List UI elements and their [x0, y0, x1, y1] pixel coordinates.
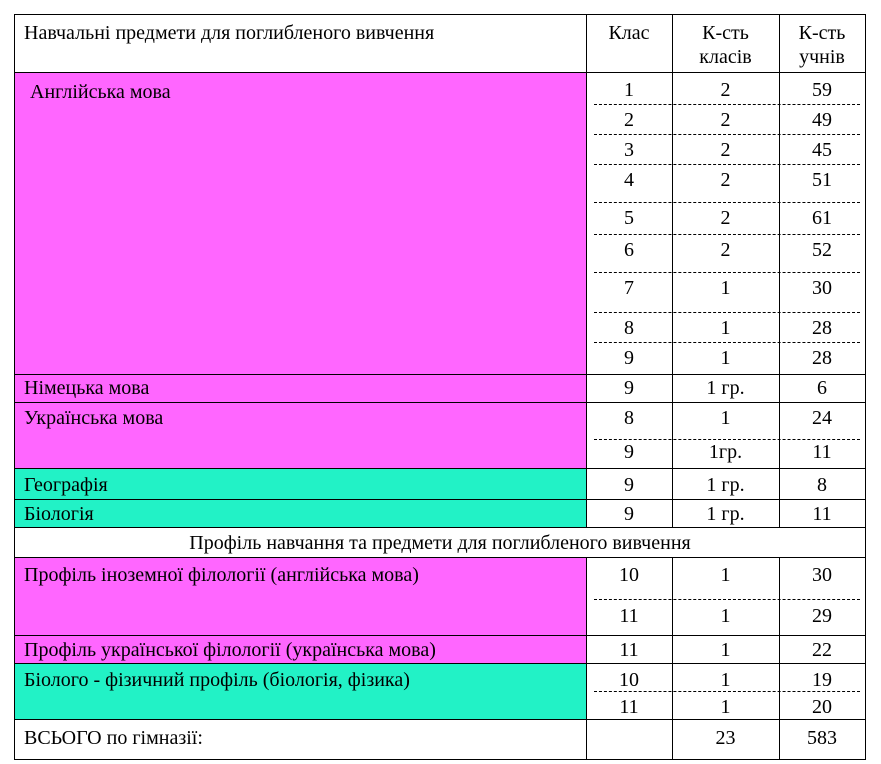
english-classes-3: 2	[720, 169, 731, 191]
foreign-grade-0: 10	[619, 564, 639, 586]
bio-phys-grade-0: 10	[619, 669, 639, 691]
biology-classes: 1 гр.	[706, 503, 745, 525]
english-grade-7: 8	[624, 317, 634, 339]
english-classes-4: 2	[720, 207, 731, 229]
header-class: Клас	[608, 22, 650, 44]
german-classes: 1 гр.	[706, 377, 745, 399]
english-grade-6: 7	[624, 277, 634, 299]
bio-phys-students-0: 19	[812, 669, 832, 691]
geography-grade: 9	[624, 474, 634, 496]
foreign-students-0: 30	[812, 564, 832, 586]
english-students-0: 59	[812, 79, 832, 101]
header-subjects: Навчальні предмети для поглибленого вивчення	[24, 22, 435, 44]
english-bg	[14, 72, 586, 374]
bio-phys-students-1: 20	[812, 696, 832, 718]
ukr-philology-students: 22	[812, 639, 832, 661]
foreign-students-1: 29	[812, 605, 832, 627]
german-grade: 9	[624, 377, 634, 399]
total-students: 583	[807, 727, 837, 749]
subject-foreign-philology: Профіль іноземної філології (англійська мова)	[24, 564, 419, 586]
enrollment-table	[14, 14, 866, 760]
subject-ukrainian: Українська мова	[24, 407, 164, 429]
header-classes-count: К-сть класів	[699, 22, 752, 68]
foreign-grade-1: 11	[619, 605, 639, 627]
ukrainian-classes-0: 1	[720, 407, 731, 429]
bio-phys-classes-1: 1	[720, 696, 731, 718]
english-classes-8: 1	[720, 347, 731, 369]
english-classes-2: 2	[720, 139, 731, 161]
english-students-4: 61	[812, 207, 832, 229]
ukrainian-grade-1: 9	[624, 441, 634, 463]
english-students-2: 45	[812, 139, 832, 161]
english-grade-1: 2	[624, 109, 634, 131]
biology-grade: 9	[624, 503, 634, 525]
foreign-classes-1: 1	[720, 605, 731, 627]
english-students-3: 51	[812, 169, 832, 191]
english-grade-4: 5	[624, 207, 634, 229]
ukrainian-students-1: 11	[812, 441, 832, 463]
bio-phys-grade-1: 11	[619, 696, 639, 718]
english-classes-5: 2	[720, 239, 731, 261]
subject-english: Англійська мова	[30, 81, 171, 103]
ukrainian-students-0: 24	[812, 407, 832, 429]
english-students-7: 28	[812, 317, 832, 339]
header-students-count: К-сть учнів	[798, 22, 846, 68]
ukr-philology-grade: 11	[619, 639, 639, 661]
subject-german: Німецька мова	[24, 377, 150, 399]
geography-classes: 1 гр.	[706, 474, 745, 496]
english-students-8: 28	[812, 347, 832, 369]
english-grade-8: 9	[624, 347, 634, 369]
english-grade-5: 6	[624, 239, 634, 261]
german-students: 6	[817, 377, 827, 399]
ukrainian-classes-1: 1гр.	[708, 441, 743, 463]
english-students-6: 30	[812, 277, 832, 299]
english-classes-6: 1	[720, 277, 731, 299]
total-classes: 23	[715, 727, 736, 749]
subject-ukr-philology: Профіль української філології (українська мова)	[24, 639, 436, 661]
subject-biology: Біологія	[24, 503, 94, 525]
english-classes-7: 1	[720, 317, 731, 339]
geography-students: 8	[817, 474, 827, 496]
english-students-1: 49	[812, 109, 832, 131]
profile-header: Профіль навчання та предмети для поглибленого вивчення	[189, 532, 691, 554]
foreign-classes-0: 1	[720, 564, 731, 586]
biology-students: 11	[812, 503, 832, 525]
english-classes-1: 2	[720, 109, 731, 131]
ukr-philology-classes: 1	[720, 639, 731, 661]
subject-bio-phys: Біолого - фізичний профіль (біологія, фізика)	[24, 669, 410, 691]
english-grade-2: 3	[624, 139, 634, 161]
bio-phys-classes-0: 1	[720, 669, 731, 691]
biology-bg	[14, 499, 586, 527]
ukrainian-grade-0: 8	[624, 407, 634, 429]
english-students-5: 52	[812, 239, 832, 261]
subject-geography: Географія	[24, 474, 108, 496]
english-classes-0: 2	[720, 79, 731, 101]
english-grade-0: 1	[624, 79, 634, 101]
english-grade-3: 4	[624, 169, 634, 191]
total-label: ВСЬОГО по гімназії:	[24, 727, 203, 749]
